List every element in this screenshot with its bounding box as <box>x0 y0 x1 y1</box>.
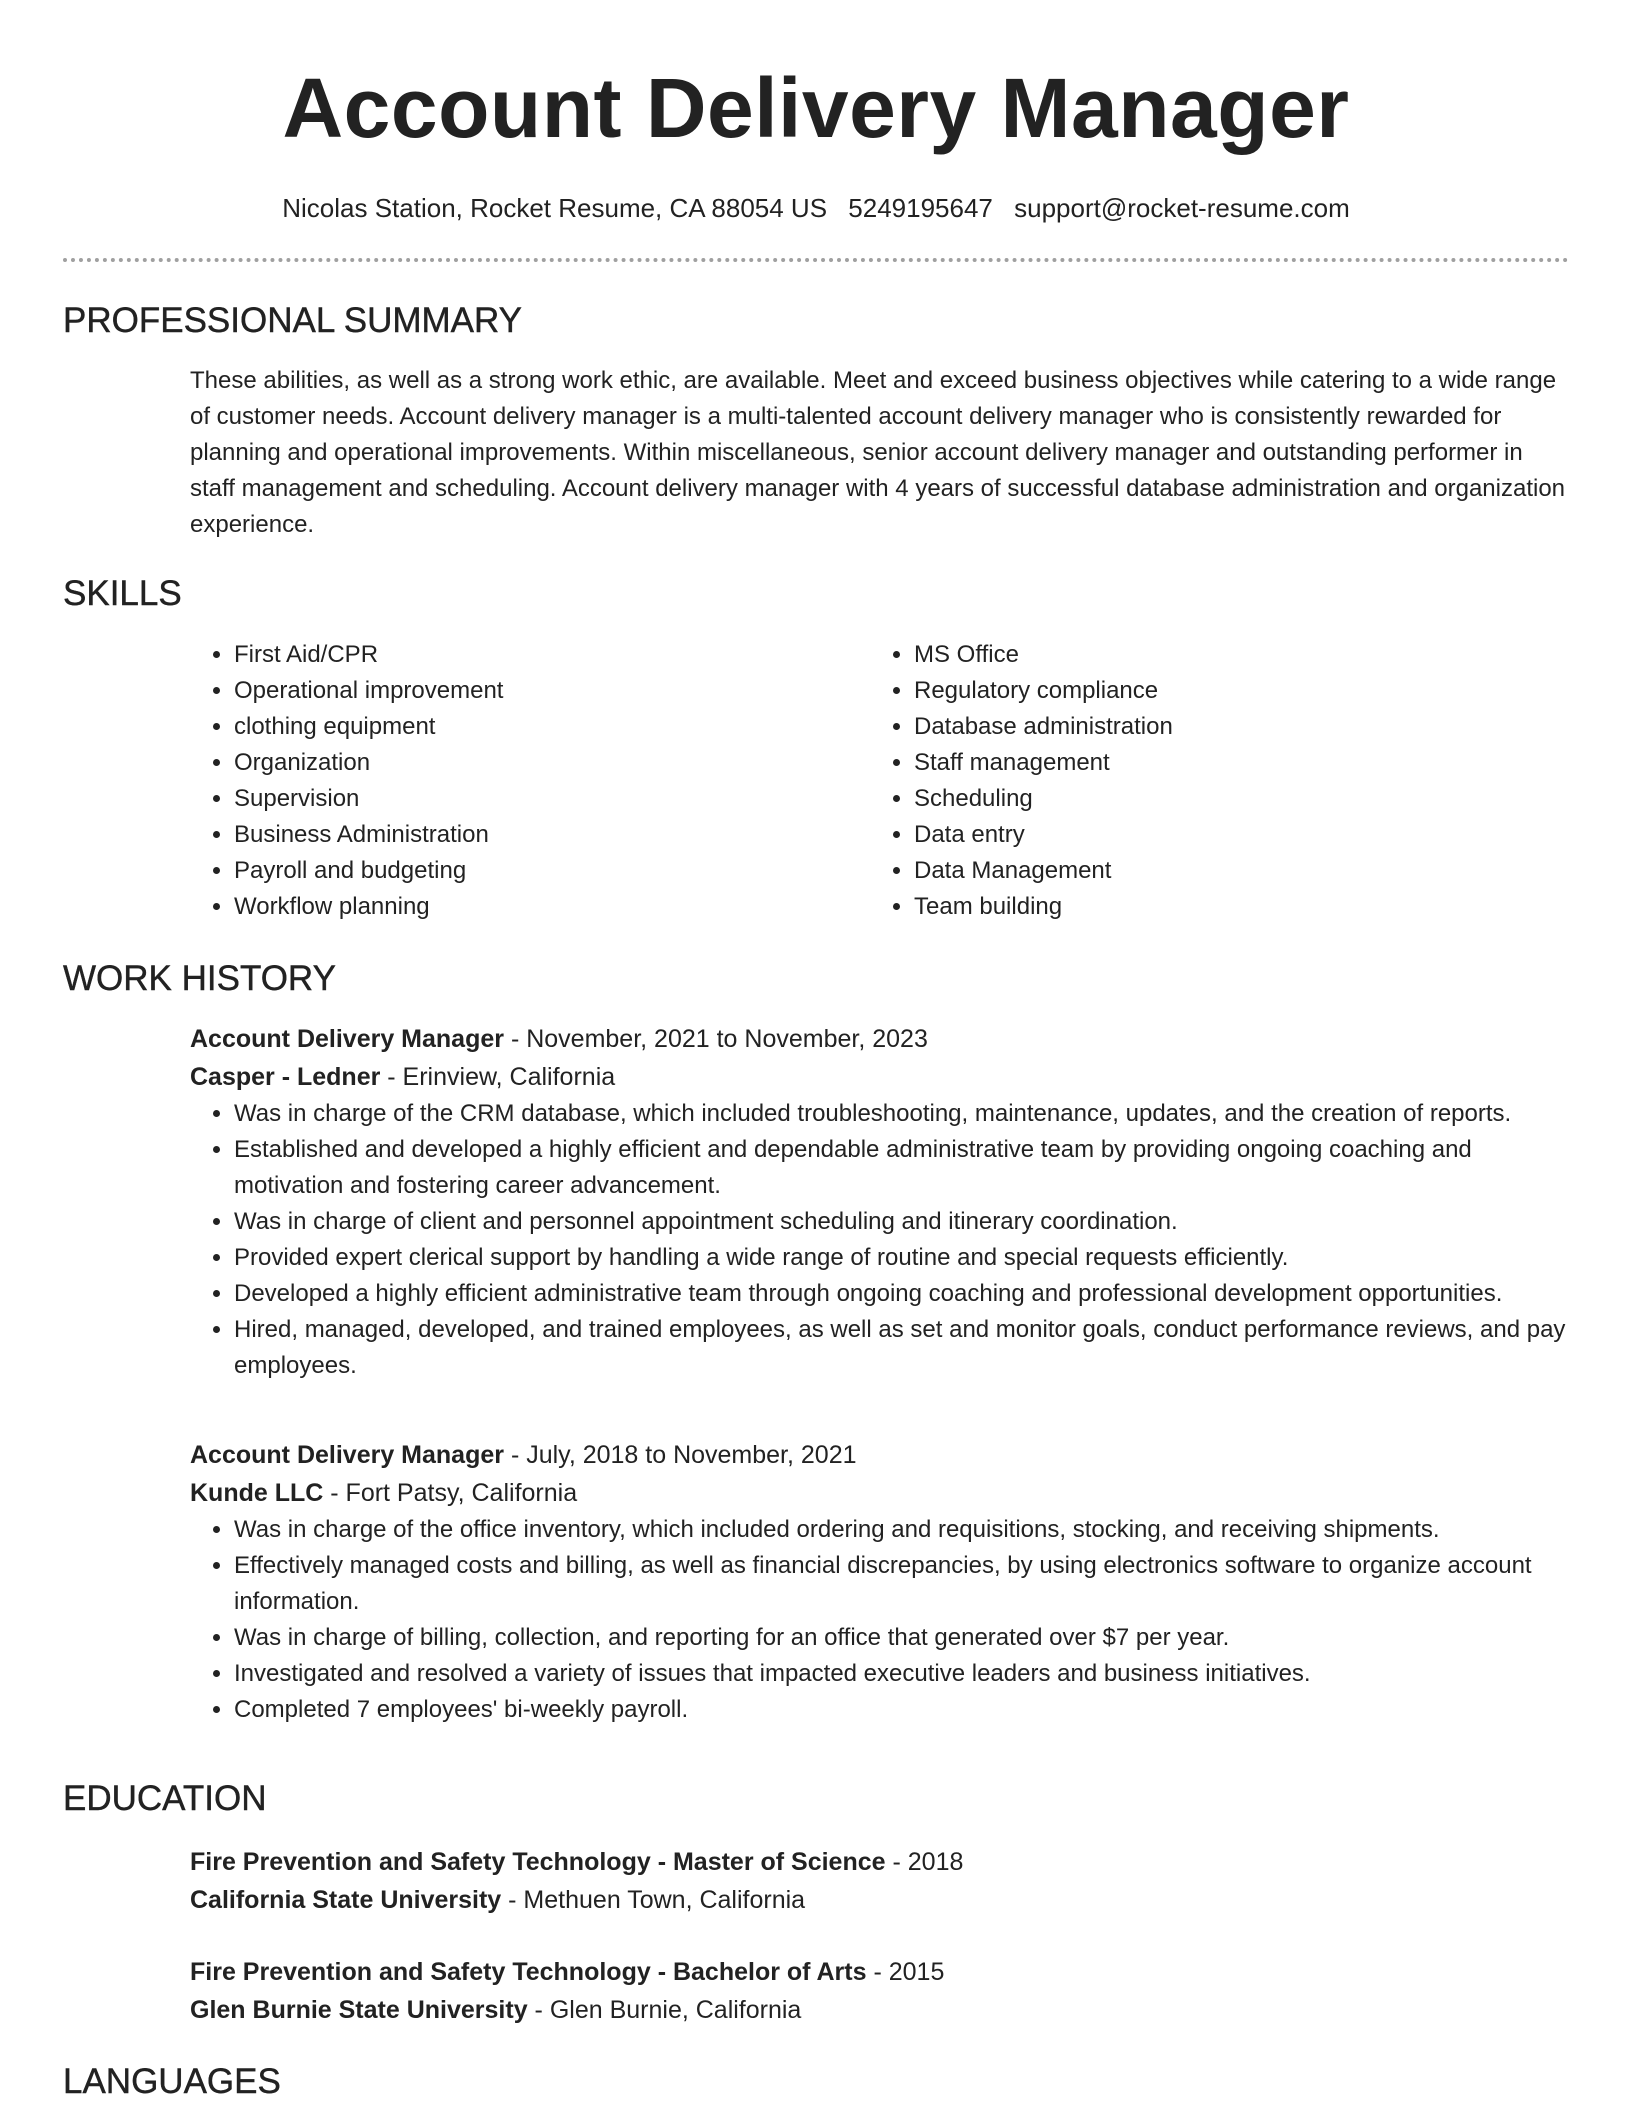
job-dates: - November, 2021 to November, 2023 <box>504 1025 928 1053</box>
education-degree-line <box>190 1953 944 1991</box>
contact-address: Nicolas Station, Rocket Resume, CA 88054 US <box>282 193 828 223</box>
job-role: Account Delivery Manager <box>190 1441 504 1469</box>
education-degree: Fire Prevention and Safety Technology - Bachelor of Arts <box>190 1958 867 1986</box>
job-bullet: • Hired, managed, developed, and trained employees, as well as set and monitor goals, conduct performance reviews, and pay employees. <box>234 1312 1580 1384</box>
skill-item: • Regulatory compliance <box>914 673 1550 709</box>
skills-column-right <box>870 637 1550 925</box>
job-title-line <box>190 1436 1580 1474</box>
education-school-line <box>190 1881 963 1919</box>
job-company-line <box>190 1058 1580 1096</box>
contact-line <box>63 192 1569 224</box>
job-bullet: • Effectively managed costs and billing, as well as financial discrepancies, by using electronics software to organize account information. <box>234 1548 1580 1620</box>
job-bullet: • Established and developed a highly efficient and dependable administrative team by providing ongoing coaching and motivation and fostering career advancement. <box>234 1132 1580 1204</box>
education-entry <box>190 1843 963 1919</box>
skills-list <box>190 637 1550 925</box>
skill-item: • Supervision <box>234 781 870 817</box>
contact-email: support@rocket-resume.com <box>1014 193 1350 223</box>
job-bullet: • Completed 7 employees' bi-weekly payroll. <box>234 1692 1580 1728</box>
education-school: California State University <box>190 1886 502 1914</box>
job-title-line <box>190 1020 1580 1058</box>
job-entry <box>190 1020 1580 1384</box>
job-bullet: • Was in charge of client and personnel appointment scheduling and itinerary coordination. <box>234 1204 1580 1240</box>
job-bullet: • Investigated and resolved a variety of issues that impacted executive leaders and business initiatives. <box>234 1656 1580 1692</box>
job-entry <box>190 1436 1580 1728</box>
skill-item: • Payroll and budgeting <box>234 853 870 889</box>
job-bullet: • Was in charge of the CRM database, which included troubleshooting, maintenance, updates, and the creation of reports. <box>234 1096 1580 1132</box>
job-dates: - July, 2018 to November, 2021 <box>504 1441 857 1469</box>
work-heading: WORK HISTORY <box>63 959 336 998</box>
education-heading: EDUCATION <box>63 1779 267 1818</box>
skill-item: • Data Management <box>914 853 1550 889</box>
resume-name: Account Delivery Manager <box>282 61 1350 155</box>
job-bullets <box>190 1512 1580 1728</box>
job-location: - Erinview, California <box>380 1063 616 1091</box>
education-degree-line <box>190 1843 963 1881</box>
job-company: Casper - Ledner <box>190 1063 381 1091</box>
job-bullet: • Was in charge of the office inventory, which included ordering and requisitions, stocking, and receiving shipments. <box>234 1512 1580 1548</box>
skill-item: • Team building <box>914 889 1550 925</box>
job-company: Kunde LLC <box>190 1479 324 1507</box>
skill-item: • MS Office <box>914 637 1550 673</box>
languages-heading: LANGUAGES <box>63 2062 281 2101</box>
skill-item: • Data entry <box>914 817 1550 853</box>
skill-item: • clothing equipment <box>234 709 870 745</box>
skill-item: • Organization <box>234 745 870 781</box>
summary-heading: PROFESSIONAL SUMMARY <box>63 301 522 340</box>
skill-item: • Database administration <box>914 709 1550 745</box>
skill-item: • Staff management <box>914 745 1550 781</box>
skills-column-left <box>190 637 870 925</box>
job-role: Account Delivery Manager <box>190 1025 504 1053</box>
job-bullets <box>190 1096 1580 1384</box>
education-location: - Methuen Town, California <box>501 1886 806 1914</box>
education-location: - Glen Burnie, California <box>527 1996 802 2024</box>
education-school-line <box>190 1991 944 2029</box>
skill-item: • First Aid/CPR <box>234 637 870 673</box>
education-year: - 2015 <box>866 1958 945 1986</box>
skill-item: • Workflow planning <box>234 889 870 925</box>
contact-phone: 5249195647 <box>848 193 993 223</box>
job-bullet: • Developed a highly efficient administrative team through ongoing coaching and professional development opportunities. <box>234 1276 1580 1312</box>
education-entry <box>190 1953 944 2029</box>
job-bullet: • Provided expert clerical support by handling a wide range of routine and special requests efficiently. <box>234 1240 1580 1276</box>
skills-heading: SKILLS <box>63 574 182 613</box>
summary-text: These abilities, as well as a strong work ethic, are available. Meet and exceed business objectives while catering to a wide range of customer needs. Account delivery manager is a multi-talented account delivery manager who is consistently rewarded for planning and operational improvements. Within miscellaneous, senior account delivery manager and outstanding performer in staff management and scheduling. Account delivery manager with 4 years of successful database administration and organization experience. <box>190 367 1566 538</box>
skill-item: • Business Administration <box>234 817 870 853</box>
skill-item: • Operational improvement <box>234 673 870 709</box>
header-divider <box>63 258 1569 262</box>
skill-item: • Scheduling <box>914 781 1550 817</box>
job-company-line <box>190 1474 1580 1512</box>
education-degree: Fire Prevention and Safety Technology - Master of Science <box>190 1848 886 1876</box>
job-bullet: • Was in charge of billing, collection, and reporting for an office that generated over $7 per year. <box>234 1620 1580 1656</box>
job-location: - Fort Patsy, California <box>323 1479 578 1507</box>
education-year: - 2018 <box>885 1848 964 1876</box>
education-school: Glen Burnie State University <box>190 1996 528 2024</box>
